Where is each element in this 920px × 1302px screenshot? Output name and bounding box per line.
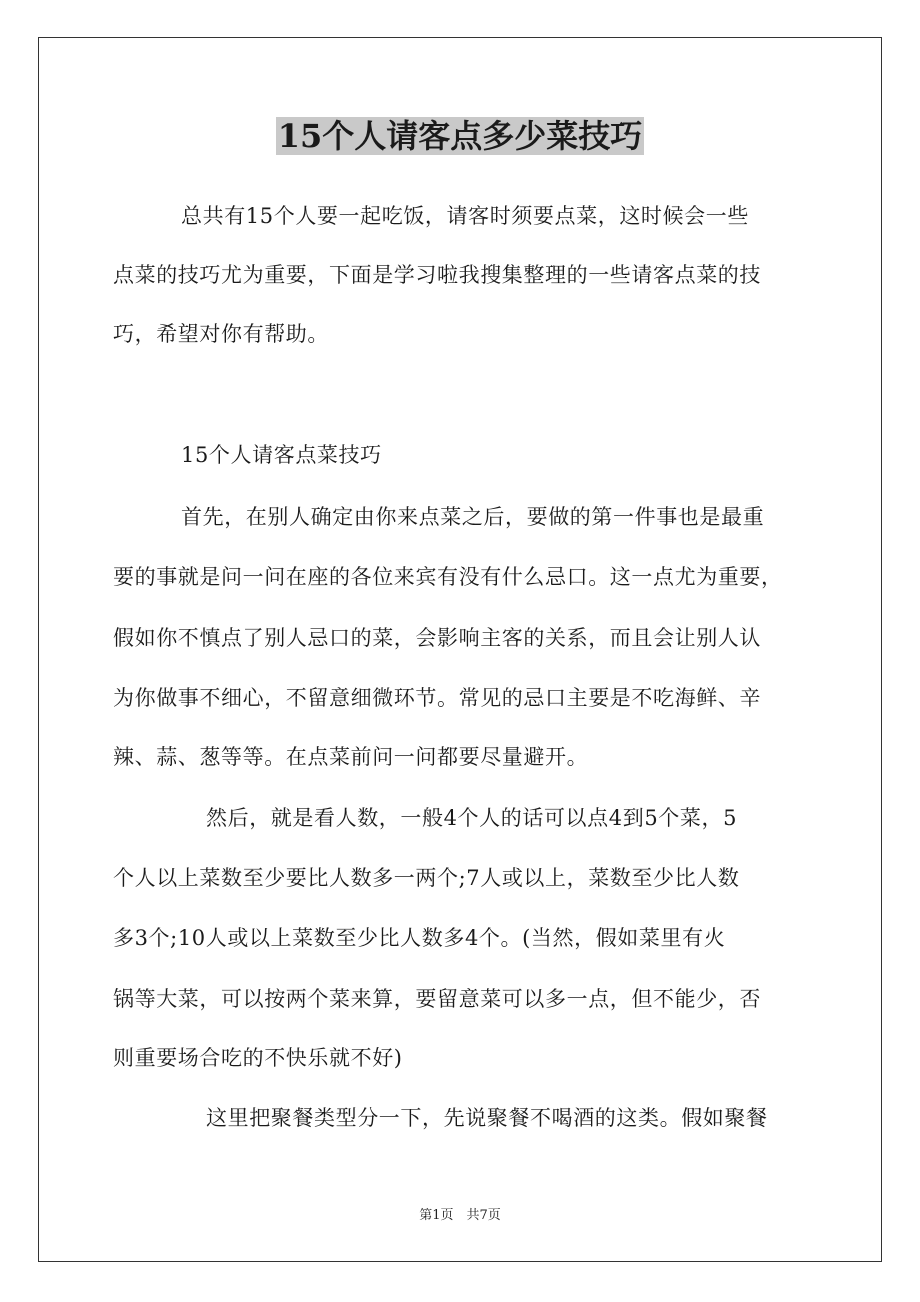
text-line-13: 锅等大菜，可以按两个菜来算，要留意菜可以多一点，但不能少，否 bbox=[113, 987, 761, 1011]
text-line-14: 则重要场合吃的不快乐就不好) bbox=[113, 1046, 403, 1070]
text-line-3: 巧，希望对你有帮助。 bbox=[113, 322, 329, 346]
text-line-15: 这里把聚餐类型分一下，先说聚餐不喝酒的这类。假如聚餐 bbox=[206, 1106, 768, 1130]
section-heading: 15个人请客点菜技巧 bbox=[181, 443, 382, 467]
text-line-11: 个人以上菜数至少要比人数多一两个;7人或以上，菜数至少比人数 bbox=[113, 866, 740, 890]
title-text: 15个人请客点多少菜技巧 bbox=[277, 117, 643, 155]
text-line-5: 首先，在别人确定由你来点菜之后，要做的第一件事也是最重 bbox=[181, 505, 765, 529]
text-line-12: 多3个;10人或以上菜数至少比人数多4个。(当然，假如菜里有火 bbox=[113, 926, 726, 950]
document-title bbox=[0, 112, 920, 160]
text-line-10: 然后，就是看人数，一般4个人的话可以点4到5个菜，5 bbox=[206, 806, 738, 830]
text-line-2: 点菜的技巧尤为重要，下面是学习啦我搜集整理的一些请客点菜的技 bbox=[113, 263, 761, 287]
text-line-6: 要的事就是问一问在座的各位来宾有没有什么忌口。这一点尤为重要， bbox=[113, 565, 783, 589]
text-line-1: 总共有15个人要一起吃饭，请客时须要点菜，这时候会一些 bbox=[181, 204, 749, 228]
page-footer: 第1页 共7页 bbox=[419, 1208, 501, 1223]
text-line-7: 假如你不慎点了别人忌口的菜，会影响主客的关系，而且会让别人认 bbox=[113, 626, 761, 650]
text-line-9: 辣、蒜、葱等等。在点菜前问一问都要尽量避开。 bbox=[113, 745, 589, 769]
text-line-8: 为你做事不细心，不留意细微环节。常见的忌口主要是不吃海鲜、辛 bbox=[113, 686, 761, 710]
